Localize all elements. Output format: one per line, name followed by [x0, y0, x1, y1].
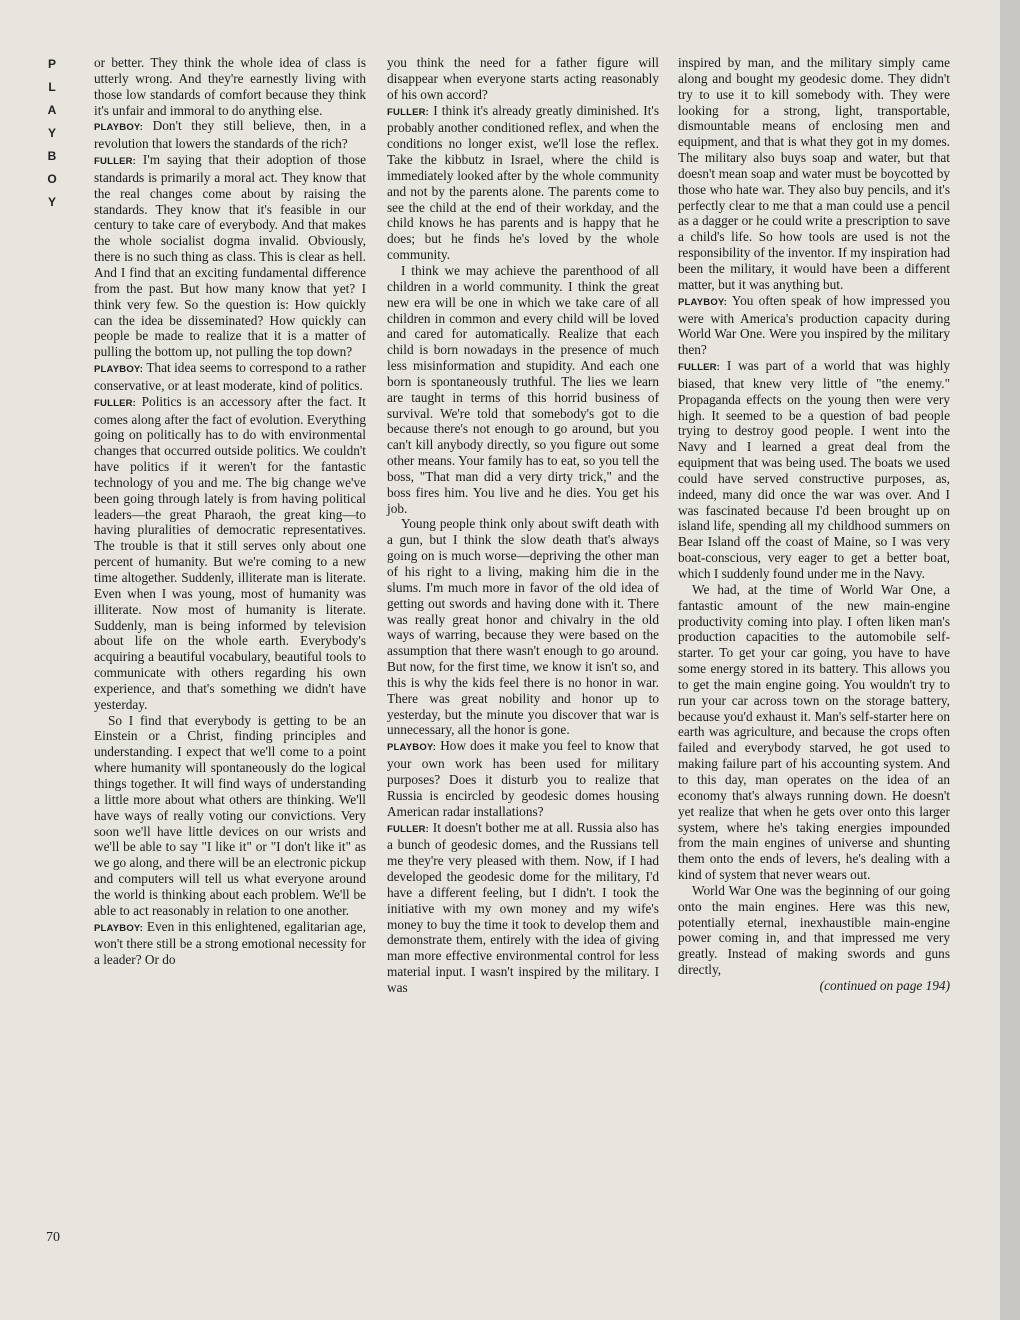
paragraph-text: How does it make you feel to know that your own work has been used for military purposes? Does it disturb you to realize that Russia is encircled by geodesic domes housing American radar installations? — [387, 738, 659, 819]
paragraph-text: I think it's already greatly diminished. It's probably another conditioned reflex, and when the conditions no longer exist, we'll lose the reflex. Take the kibbutz in Israel, where the child is immediately looked after by the whole community and not by the parents alone. The parents come to see the child at the end of their workday, and the child knows he has parents and is happy that he does; but he finds he's loved by the whole community. — [387, 102, 659, 263]
paragraph — [678, 582, 950, 883]
paragraph-text: Politics is an accessory after the fact. It comes along after the fact of evolution. Everything going on politically has to do with environmental changes that occurred outside politics. We couldn't have politics if it weren't for the fantastic technology of you and me. The big change we've been going through lately is from having political leaders—the great Pharaoh, the great king—to having pluralities of democratic representatives. The trouble is that it still serves only about one percent of humanity. But we're coming to a new time altogether. Suddenly, illiterate man is literate. Even when I was young, most of humanity was illiterate. Now most of humanity is literate. Suddenly, man is being informed by television about life on the whole earth. Everybody's acquiring a beautiful vocabulary, beautiful tools to communicate with others regarding his own experience, and that's something we didn't have yesterday. — [94, 393, 366, 712]
text-column-3 — [678, 55, 950, 994]
spine-letter: L — [48, 80, 56, 94]
interview-exchange — [678, 358, 950, 582]
text-column-2 — [387, 55, 659, 996]
interview-exchange — [678, 293, 950, 358]
paragraph-text: you think the need for a father figure will disappear when everyone starts acting reasonably of his own accord? — [387, 55, 659, 102]
spine-letter: B — [47, 149, 57, 163]
interview-exchange — [94, 394, 366, 713]
page-number: 70 — [46, 1230, 60, 1245]
paragraph-text: I was part of a world that was highly biased, that knew very little of "the enemy." Propaganda effects on the young then were very high. It seemed to be a question of bad people trying to destroy good people. I went into the Navy and I learned a great deal from the equipment that was being used. The boats we used could have served constructive purposes, as, indeed, many did once the war was over. And I was fascinated because I'd been brought up on island life, spending all my childhood summers on Bear Island off the coast of Maine, so I was very boat-conscious, very eager to get a better boat, which I suddenly found under me in the Navy. — [678, 358, 950, 581]
paragraph-text: Even in this enlightened, egalitarian age, won't there still be a strong emotional necessity for a leader? Or do — [94, 918, 366, 968]
paragraph — [678, 883, 950, 978]
text-column-1 — [94, 55, 366, 968]
speaker-label: FULLER: — [94, 397, 137, 409]
spine-letter: O — [47, 172, 57, 186]
speaker-label: FULLER: — [387, 823, 430, 835]
continued-note — [678, 978, 950, 994]
paragraph-text: (continued on page 194) — [819, 977, 950, 993]
paragraph-text: Don't they still believe, then, in a revolution that lowers the standards of the rich? — [94, 118, 366, 152]
speaker-label: PLAYBOY: — [678, 296, 728, 308]
spine-letter: Y — [47, 126, 56, 140]
paragraph — [387, 263, 659, 517]
paragraph-text: That idea seems to correspond to a rather conservative, or at least moderate, kind of politics. — [94, 360, 366, 393]
speaker-label: FULLER: — [387, 106, 430, 118]
interview-exchange — [387, 820, 659, 996]
speaker-label: FULLER: — [94, 156, 137, 168]
paragraph — [387, 516, 659, 738]
speaker-label: PLAYBOY: — [94, 364, 144, 376]
speaker-label: PLAYBOY: — [94, 122, 144, 134]
interview-exchange — [387, 103, 659, 263]
interview-exchange — [94, 152, 366, 360]
speaker-label: FULLER: — [678, 362, 721, 374]
paragraph-text: inspired by man, and the military simply came along and bought my geodesic dome. They didn't try to use it to kill somebody with. They were looking for a strong, light, transportable, dismountable means of enclosing men and equipment, and that is what they got in my domes. The military also buys soap and water, but that doesn't mean soap and water must be boycotted by those who hate war. They also buy pencils, and it's perfectly clear to me that a man could use a pencil as a dagger or he could write a prescription to save a child's life. So how tools are used is not the responsibility of the inventor. If my inspiration had been the military, it would have been a different matter, but it was anything but. — [678, 55, 950, 292]
magazine-spine-title — [42, 58, 62, 219]
paragraph-text: World War One was the beginning of our going onto the main engines. Here was this new, potentially eternal, inexhaustible main-engine power coming in, and that impressed me very greatly. Instead of making swords and guns directly, — [678, 882, 950, 978]
interview-exchange — [94, 118, 366, 152]
speaker-label: PLAYBOY: — [94, 922, 144, 934]
speaker-label: PLAYBOY: — [387, 742, 437, 754]
interview-exchange — [387, 738, 659, 819]
paragraph-text: So I find that everybody is getting to be an Einstein or a Christ, finding principles and understanding. I expect that we'll come to a point where humanity will spontaneously do the logical things together. It will find ways of understanding a little more about what others are thinking. We'll have ways of really voting our convictions. Very soon we'll have little devices on our wrists and we'll be able to say "I like it" or "I don't like it" as we go along, and there will be an electronic pickup and computers will tell us what everyone around the world is thinking about each problem. We'll be able to act reasonably in relation to one another. — [94, 712, 366, 918]
paragraph-text: I'm saying that their adoption of those standards is primarily a moral act. They know that the real changes come about by raising the standards. They know that it's feasible in our century to take care of everybody. And that makes the whole socialist dogma invalid. Obviously, there is no such thing as class. This is clear as hell. And I find that an exciting fundamental difference from the past. But how many know that yet? I think very few. So the question is: How quickly can the idea be disseminated? How quickly can people be made to realize that it is a matter of pulling the bottom up, not pulling the top down? — [94, 152, 366, 360]
paragraph-text: It doesn't bother me at all. Russia also has a bunch of geodesic domes, and the Russians tell me they're very pleased with them. Now, if I had developed the geodesic dome for the military, I'd have a different feeling, but I didn't. I took the initiative with my own money and my wife's money to buy the time it took to develop them and demonstrate them, entirely with the idea of giving man more effective environmental control for less material input. I wasn't inspired by the military. I was — [387, 819, 660, 995]
paragraph-text: Young people think only about swift death with a gun, but I think the slow death that's always going on is much worse—depriving the other man of his right to a living, making him die in the slums. I'm much more in favor of the old idea of getting out swords and having done with it. There was really great honor and chivalry in the old ways of warring, because they were based on the assumption that there wasn't enough to go around. But now, for the first time, we know it isn't so, and this is why the kids feel there is no honor in war. There was great nobility and honor up to yesterday, but the minute you discover that war is unnecessary, all the honor is gone. — [387, 516, 659, 738]
paragraph — [94, 713, 366, 919]
interview-exchange — [94, 360, 366, 394]
paragraph-text: I think we may achieve the parenthood of all children in a world community. I think the great new era will be one in which we take care of all children in common and every child will be loved and cared for automatically. Realize that each child is born nowadays in the presence of much less misinformation and stupidity. And each one born is spontaneously truthful. The lies we learn are taught in terms of this horrid business of survival. We're told that somebody's got to die because there's not enough to go around, but you can't kill anybody directly, so you figure out some other means. Your family has to eat, so you tell the boss, "That man did a very dirty trick," and the boss fires him. You live and he dies. You get his job. — [387, 262, 659, 516]
spine-letter: P — [47, 57, 56, 71]
paragraph — [94, 55, 366, 118]
paragraph — [387, 55, 659, 103]
spine-letter: Y — [47, 195, 56, 209]
paragraph-text: We had, at the time of World War One, a fantastic amount of the new main-engine productivity coming into play. I often liken man's production capacities to the automobile self-starter. To get your car going, you have to have some energy stored in its battery. This allows you to get the main engine going. You wouldn't try to run your car across town on the storage battery, because you'd exhaust it. Man's self-starter here on earth was agriculture, and because the crops often failed and everybody starved, he got used to making failure part of his accounting system. And to this day, man operates on the idea of an economy that's always running down. He doesn't yet realize that when he gets over onto this larger system, where he's taking energies impounded from the main engines of universe and shunting them onto the ends of levers, he's dealing with a kind of system that never wears out. — [678, 581, 950, 883]
paragraph-text: You often speak of how impressed you were with America's production capacity during World War One. Were you inspired by the military then? — [678, 292, 950, 358]
spine-letter: A — [47, 103, 57, 117]
paragraph-text: or better. They think the whole idea of class is utterly wrong. And they're earnestly living with those low standards of comfort because they think it's unfair and immoral to do anything else. — [94, 55, 366, 118]
paragraph — [678, 55, 950, 293]
interview-exchange — [94, 919, 366, 969]
